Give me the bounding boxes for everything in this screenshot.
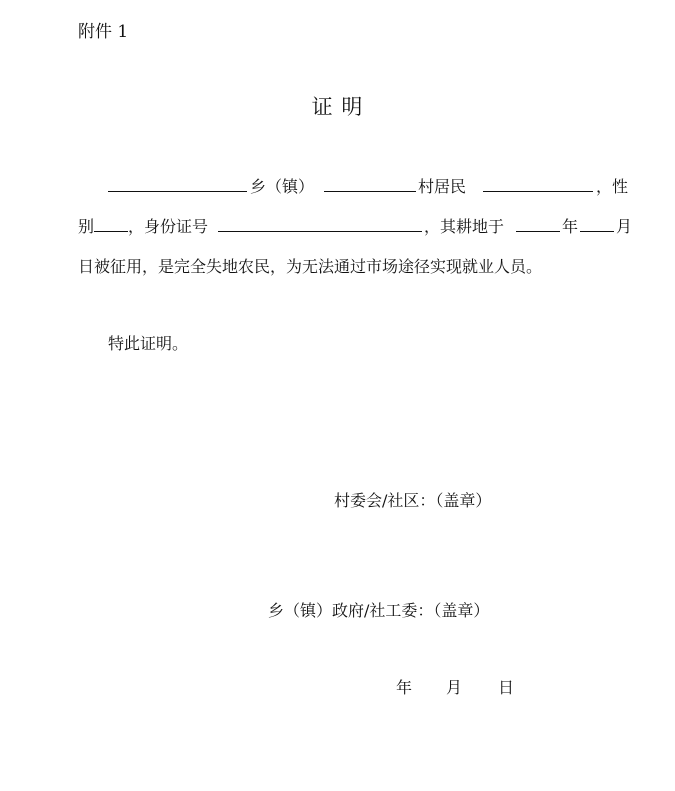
township-government-seal: 乡（镇）政府/社工委：（盖章）	[268, 601, 490, 620]
gender-blank[interactable]	[94, 231, 128, 232]
year-blank[interactable]	[516, 231, 560, 232]
resident-name-blank[interactable]	[483, 191, 593, 192]
body-text-line3: 日被征用，是完全失地农民，为无法通过市场途径实现就业人员。	[78, 257, 543, 276]
gender-label-end: 别	[78, 217, 95, 236]
township-label: 乡（镇）	[250, 177, 315, 196]
village-committee-seal: 村委会/社区：（盖章）	[334, 491, 492, 510]
closing-statement: 特此证明。	[108, 334, 189, 353]
farmland-label: ，其耕地于	[424, 217, 505, 236]
date-day: 日	[498, 678, 515, 697]
page-title: 证 明	[311, 95, 364, 119]
village-resident-label: 村居民	[418, 177, 467, 196]
month-label: 月	[616, 217, 633, 236]
id-number-blank[interactable]	[218, 231, 422, 232]
month-blank[interactable]	[580, 231, 614, 232]
gender-label-start: ，性	[596, 177, 629, 196]
attachment-label: 附件 1	[78, 22, 129, 42]
id-number-label: ，身份证号	[128, 217, 209, 236]
year-label: 年	[562, 217, 579, 236]
village-blank[interactable]	[324, 191, 416, 192]
date-month: 月	[446, 678, 463, 697]
township-blank[interactable]	[108, 191, 247, 192]
date-year: 年	[396, 678, 413, 697]
